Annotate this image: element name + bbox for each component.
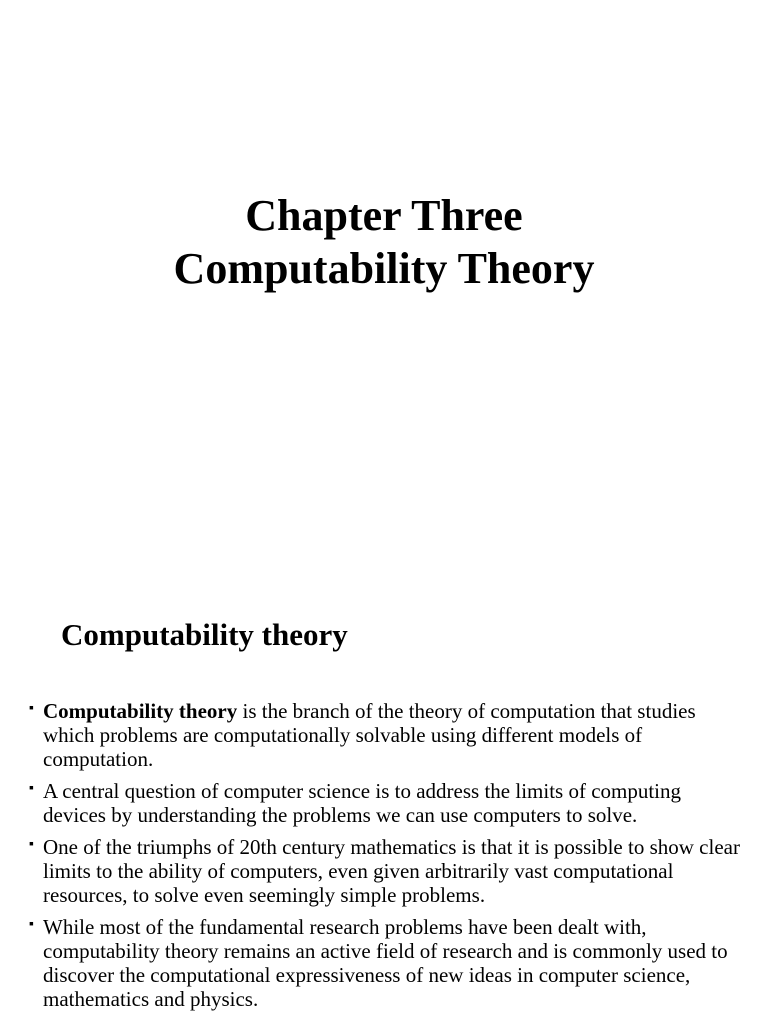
square-bullet-icon: ▪: [29, 917, 34, 932]
title-line-chapter: Chapter Three: [245, 191, 523, 240]
bullet-text: While most of the fundamental research problems have been dealt with, computability theory remains an active field of research and is commonly used to discover the computational expressiveness of new ideas in computer science, mathematics and physics.: [43, 915, 728, 1011]
slide-title: [0, 189, 768, 295]
bullet-text: One of the triumphs of 20th century mathematics is that it is possible to show clear limits to the ability of computers, even given arbitrarily vast computational resources, to solve even seemingly simple problems.: [43, 835, 740, 907]
bullet-item: [28, 835, 740, 907]
square-bullet-icon: ▪: [29, 837, 34, 852]
bullet-text: is the branch of the theory of computation that studies which problems are computationally solvable using different models of computation.: [43, 699, 696, 771]
bullet-item: [28, 699, 740, 771]
bullet-list: [28, 699, 740, 1019]
content-slide: [0, 576, 768, 1024]
square-bullet-icon: ▪: [29, 781, 34, 796]
bullet-text: A central question of computer science is to address the limits of computing devices by understanding the problems we can use computers to solve.: [43, 779, 682, 827]
bullet-item: [28, 915, 740, 1011]
title-line-topic: Computability Theory: [173, 244, 595, 293]
bullet-bold-term: Computability theory: [43, 699, 238, 723]
content-heading: Computability theory: [61, 617, 348, 652]
bullet-item: [28, 779, 740, 827]
square-bullet-icon: ▪: [29, 701, 34, 716]
